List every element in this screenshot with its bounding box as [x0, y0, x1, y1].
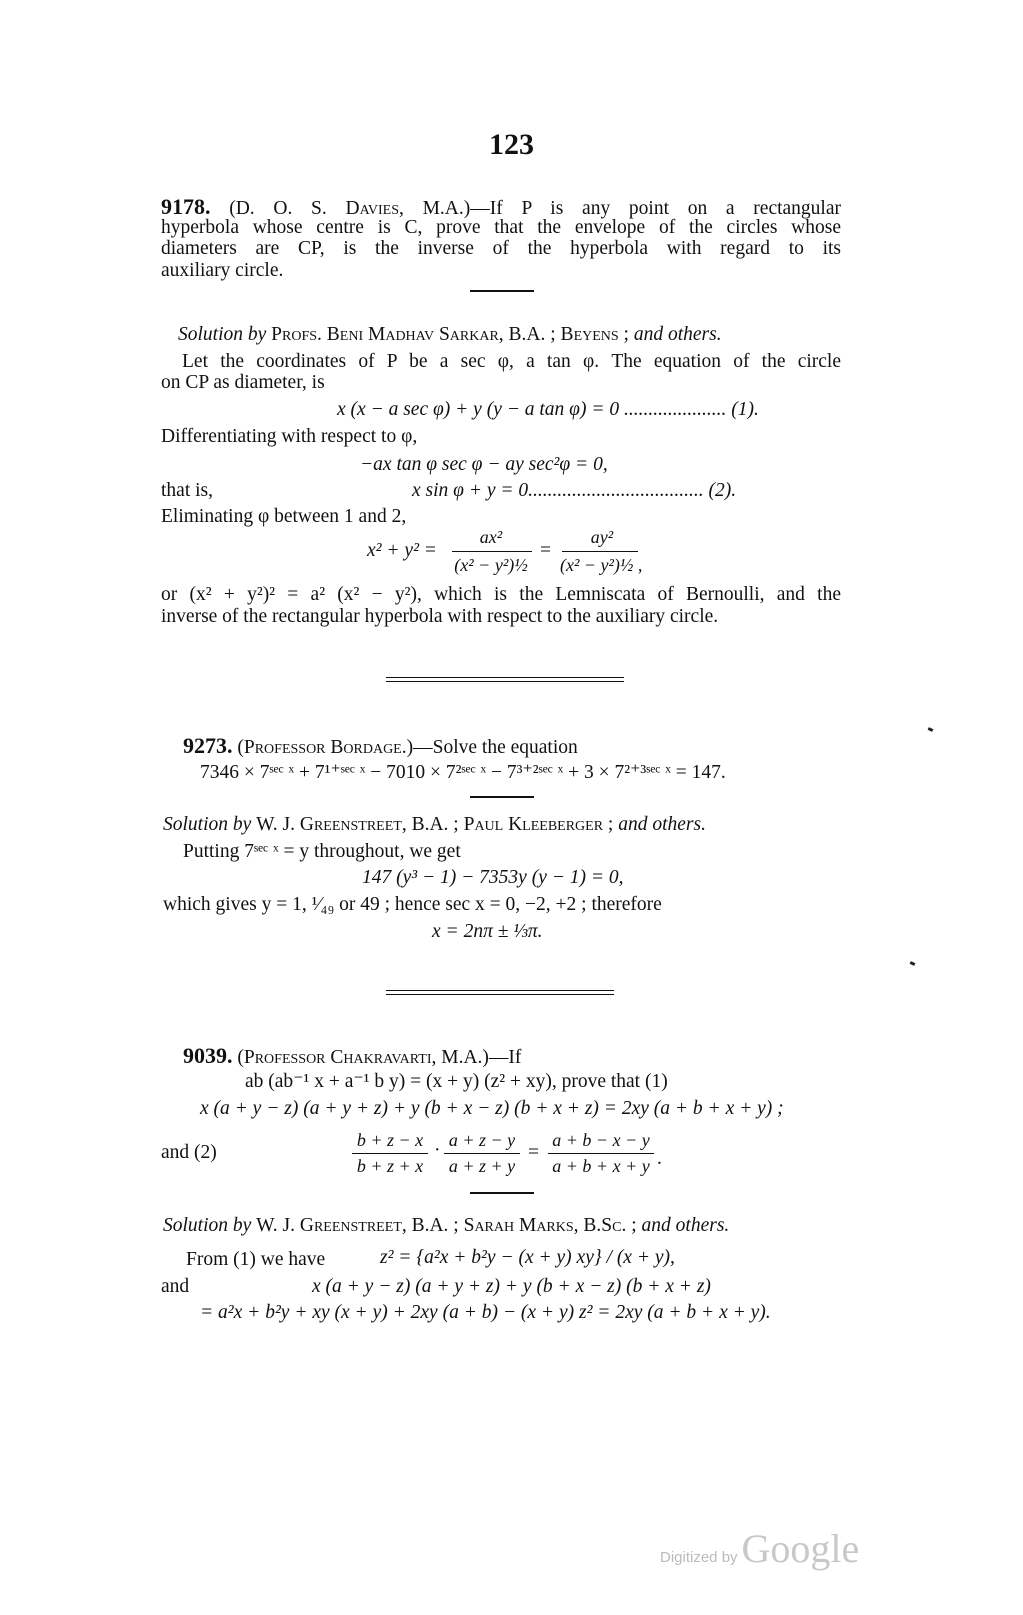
- equation-diff: −ax tan φ sec φ − ay sec²φ = 0,: [360, 454, 608, 475]
- and-others-label: and others.: [633, 324, 722, 345]
- solution-text: Differentiating with respect to φ,: [161, 426, 418, 447]
- problem-9273-header: [183, 735, 578, 759]
- statement-line: diameters are CP, is the inverse of the hyperbola with regard to its: [161, 238, 841, 259]
- statement-line: If: [508, 1047, 522, 1068]
- solution-credit: [178, 324, 722, 346]
- solution-by-label: Solution by: [178, 324, 267, 345]
- solution-text: on CP as diameter, is: [161, 372, 325, 393]
- problem-equation: x (a + y − z) (a + y + z) + y (b + x − z) (b + x + z) = 2xy (a + b + x + y) ;: [200, 1098, 784, 1119]
- equation-1: x (x − a sec φ) + y (y − a tan φ) = 0 ..................... (1).: [337, 399, 759, 420]
- solver-names: W. J. Greenstreet, B.A. ; Paul Kleeberger ;: [256, 814, 614, 835]
- statement-line: If P is any point on a rectangular: [489, 198, 841, 219]
- equation-2: x sin φ + y = 0.................................... (2).: [412, 480, 737, 501]
- fraction-numerator: b + z − x: [356, 1130, 424, 1150]
- fraction-bar: [352, 1153, 428, 1154]
- solution-credit: [163, 814, 706, 836]
- solution-equation: = a²x + b²y + xy (x + y) + 2xy (a + b) − (x + y) z² = 2xy (a + b + x + y).: [200, 1302, 771, 1323]
- solution-by-label: Solution by: [163, 1215, 252, 1236]
- solution-text: Eliminating φ between 1 and 2,: [161, 506, 407, 527]
- short-rule: [470, 290, 534, 292]
- problem-9039-header: [183, 1045, 521, 1069]
- fraction-denominator: (x² − y²)½ ,: [560, 555, 643, 575]
- period: .: [657, 1148, 662, 1169]
- fraction-denominator: a + b + x + y: [552, 1156, 650, 1176]
- fraction-numerator: ay²: [590, 527, 614, 547]
- fraction-denominator: b + z + x: [356, 1156, 424, 1176]
- dot-operator: ·: [434, 1140, 441, 1161]
- fraction-denominator: a + z + y: [448, 1156, 516, 1176]
- solution-equation: 147 (y³ − 1) − 7353y (y − 1) = 0,: [362, 867, 624, 888]
- solution-text: From (1) we have: [186, 1249, 326, 1270]
- solution-text: Putting 7ˢᵉᶜ ˣ = y throughout, we get: [183, 841, 461, 862]
- ink-speck: [928, 727, 934, 732]
- solution-text: Let the coordinates of P be a sec φ, a tan φ. The equation of the circle: [182, 351, 841, 372]
- solution-equation: x (a + y − z) (a + y + z) + y (b + x − z) (b + x + z): [312, 1276, 711, 1297]
- ink-speck: [910, 961, 916, 966]
- problem-number: 9273.: [183, 733, 233, 758]
- problem-equation: 7346 × 7ˢᵉᶜ ˣ + 7¹⁺ˢᵉᶜ ˣ − 7010 × 7²ˢᵉᶜ ˣ − 7³⁺²ˢᵉᶜ ˣ + 3 × 7²⁺³ˢᵉᶜ ˣ = 147.: [200, 762, 726, 783]
- conclusion-text: inverse of the rectangular hyperbola with respect to the auxiliary circle.: [161, 606, 719, 627]
- fraction-bar: [548, 1153, 654, 1154]
- and-others-label: and others.: [641, 1215, 730, 1236]
- solution-credit: [163, 1215, 729, 1237]
- solution-text: which gives y = 1, ¹⁄₄₉ or 49 ; hence sec x = 0, −2, +2 ; therefore: [163, 894, 662, 915]
- statement-line: Solve the equation: [432, 737, 578, 758]
- fraction-numerator: a + b − x − y: [552, 1130, 650, 1150]
- fraction-numerator: a + z − y: [448, 1130, 516, 1150]
- page-number: 123: [489, 128, 534, 161]
- google-watermark: [660, 1525, 859, 1572]
- problem-number: 9178.: [161, 194, 211, 219]
- solution-equation: z² = {a²x + b²y − (x + y) xy} / (x + y),: [380, 1247, 675, 1268]
- solution-text: that is,: [161, 480, 213, 501]
- and-others-label: and others.: [618, 814, 706, 835]
- solver-names: W. J. Greenstreet, B.A. ; Sarah Marks, B.Sc. ;: [256, 1215, 637, 1236]
- solution-equation: x = 2nπ ± ⅓π.: [432, 921, 543, 942]
- fraction-numerator: ax²: [479, 527, 503, 547]
- short-rule: [470, 1192, 534, 1194]
- fraction-bar: [452, 551, 532, 552]
- equation-3-lhs: x² + y² =: [367, 540, 437, 561]
- equals-sign: =: [540, 540, 551, 561]
- double-rule: [386, 990, 614, 995]
- double-rule: [386, 677, 624, 682]
- problem-equation: ab (ab⁻¹ x + a⁻¹ b y) = (x + y) (z² + xy), prove that (1): [245, 1071, 668, 1092]
- google-logo: Google: [741, 1526, 860, 1571]
- digitized-by-label: Digitized by: [660, 1549, 738, 1566]
- fraction-denominator: (x² − y²)½: [454, 555, 528, 575]
- fraction-bar: [562, 551, 638, 552]
- fraction-bar: [444, 1153, 520, 1154]
- conclusion-text: or (x² + y²)² = a² (x² − y²), which is the Lemniscata of Bernoulli, and the: [161, 584, 841, 605]
- short-rule: [470, 796, 534, 798]
- solver-names: Profs. Beni Madhav Sarkar, B.A. ; Beyens ;: [271, 324, 629, 345]
- statement-line: auxiliary circle.: [161, 260, 284, 281]
- problem-number: 9039.: [183, 1043, 233, 1068]
- problem-author: (Professor Chakravarti, M.A.)—: [237, 1047, 509, 1068]
- problem-author: (Professor Bordage.)—: [237, 737, 433, 758]
- statement-line: and (2): [161, 1142, 217, 1163]
- equals-sign: =: [528, 1142, 539, 1163]
- solution-text: and: [161, 1276, 190, 1297]
- problem-author: (D. O. S. Davies, M.A.)—: [229, 198, 490, 219]
- statement-line: hyperbola whose centre is C, prove that the envelope of the circles whose: [161, 217, 841, 238]
- solution-by-label: Solution by: [163, 814, 252, 835]
